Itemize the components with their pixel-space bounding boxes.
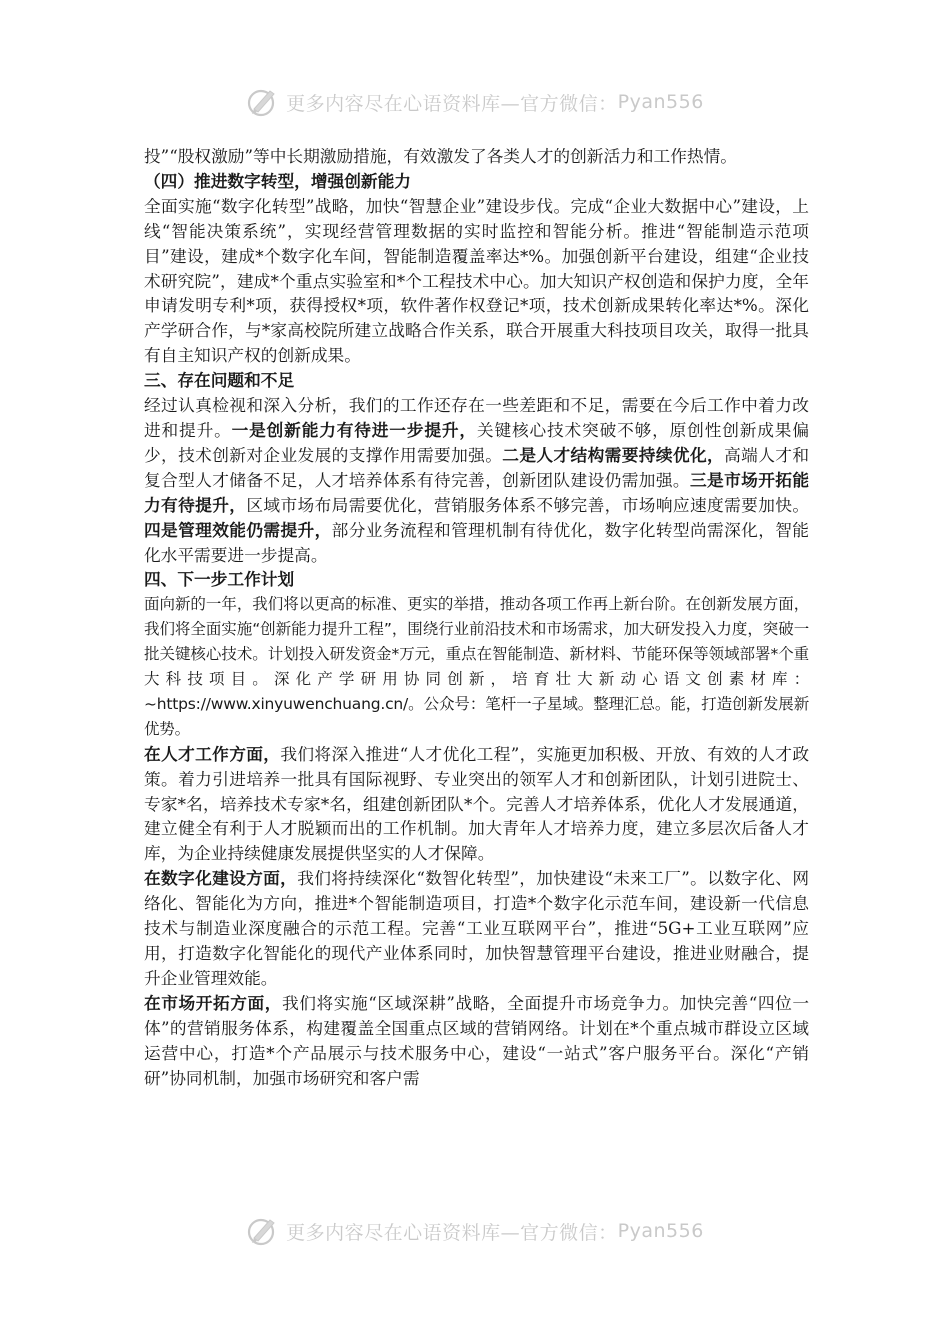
paragraph-digital: 全面实施“数字化转型”战略，加快“智慧企业”建设步伐。完成“企业大数据中心”建设，上线“智能决策系统”，实现经营管理数据的实时监控和智能分析。推进“智能制造示范项目”建设，建成*个数字化车间，智能制造覆盖率达*%。加强创新平台建设，组建“企业技术研究院”，建成*个重点实验室和*个工程技术中心。加大知识产权创造和保护力度，全年申请发明专利*项，获得授权*项，软件著作权登记*项，技术创新成果转化率达*%。深化产学研合作，与*家高校院所建立战略合作关系，联合开展重大科技项目攻关，取得一批具有自主知识产权的创新成果。 bbox=[144, 195, 809, 366]
plan-url: ~https://www.xinyuwenchuang.cn/ bbox=[144, 694, 409, 713]
problem-1-lead: 一是创新能力有待进一步提升， bbox=[231, 419, 477, 440]
paragraph-plan bbox=[144, 592, 809, 741]
section-heading-problems: 三、存在问题和不足 bbox=[144, 370, 295, 391]
watermark-brand-text: 更多内容尽在心语资料库—官方微信： bbox=[286, 92, 618, 115]
pen-logo-icon bbox=[246, 85, 280, 119]
problem-3-lead: 三是市场开拓能力有待提升， bbox=[144, 469, 810, 515]
watermark-brand-text: 更多内容尽在心语资料库—官方微信： bbox=[286, 1221, 618, 1244]
plan-text-1: 面向新的一年，我们将以更高的标准、更实的举措，推动各项工作再上新台阶。在创新发展方面，我们将全面实施“创新能力提升工程”，围绕行业前沿技术和市场需求，加大研发投入力度，突破一批关键核心技术。计划投入研发资金*万元，重点在智能制造、新材料、节能环保等领域部署*个重大科技项目。深化产学研用协同创新，培育壮大新动心语文创素材库： bbox=[144, 595, 809, 689]
talent-lead: 在人才工作方面， bbox=[144, 743, 281, 764]
problem-2-lead: 二是人才结构需要持续优化， bbox=[502, 444, 725, 465]
watermark-banner-top bbox=[0, 82, 950, 122]
paragraph-incentives-end: 投”“股权激励”等中长期激励措施，有效激发了各类人才的创新活力和工作热情。 bbox=[144, 146, 737, 166]
problem-2-text: 高端人才和复合型人才储备不足，人才培养体系有待完善，创新团队建设仍需加强。 bbox=[144, 444, 810, 490]
paragraph-talent bbox=[144, 742, 809, 867]
problem-4-lead: 四是管理效能仍需提升， bbox=[144, 519, 332, 540]
market-lead: 在市场开拓方面， bbox=[144, 992, 283, 1013]
paragraph-digital-plan bbox=[144, 866, 809, 991]
watermark-banner-bottom bbox=[0, 1211, 950, 1251]
problem-4-text: 部分业务流程和管理机制有待优化，数字化转型尚需深化，智能化水平需要进一步提高。 bbox=[144, 519, 809, 565]
section-heading-plan: 四、下一步工作计划 bbox=[144, 569, 295, 590]
paragraph-problems bbox=[144, 393, 809, 567]
paragraph-market bbox=[144, 991, 809, 1091]
section-heading-digital: （四）推进数字转型，增强创新能力 bbox=[144, 170, 411, 191]
plan-text-2: 。公众号：笔杆一子星域。整理汇总。能，打造创新发展新优势。 bbox=[144, 694, 809, 738]
pen-logo-icon bbox=[246, 1214, 280, 1248]
market-text: 我们将实施“区域深耕”战略，全面提升市场竞争力。加快完善“四位一体”的营销服务体系，构建覆盖全国重点区域的营销网络。计划在*个重点城市群设立区域运营中心，打造*个产品展示与技术服务中心，建设“一站式”客户服务平台。深化“产销研”协同机制，加强市场研究和客户需 bbox=[144, 992, 810, 1088]
problem-1-text: 关键核心技术突破不够，原创性创新成果偏少，技术创新对企业发展的支撑作用需要加强。 bbox=[144, 419, 810, 465]
document-body bbox=[144, 144, 809, 1090]
problem-3-text: 区域市场布局需要优化，营销服务体系不够完善，市场响应速度需要加快。 bbox=[246, 494, 810, 515]
digital-plan-lead: 在数字化建设方面， bbox=[144, 868, 298, 889]
problems-intro: 经过认真检视和深入分析，我们的工作还存在一些差距和不足，需要在今后工作中着力改进和提升。 bbox=[144, 395, 809, 440]
digital-plan-text: 我们将持续深化“数智化转型”，加快建设“未来工厂”。以数字化、网络化、智能化为方向，推进*个智能制造项目，打造*个数字化示范车间，建设新一代信息技术与制造业深度融合的示范工程。完善“工业互联网平台”，推进“5G+工业互联网”应用，打造数字化智能化的现代产业体系同时，加快智慧管理平台建设，推进业财融合，提升企业管理效能。 bbox=[144, 868, 810, 988]
talent-text: 我们将深入推进“人才优化工程”，实施更加积极、开放、有效的人才政策。着力引进培养一批具有国际视野、专业突出的领军人才和创新团队，计划引进院士、专家*名，培养技术专家*名，组建创新团队*个。完善人才培养体系，优化人才发展通道，建立健全有利于人才脱颖而出的工作机制。加大青年人才培养力度，建立多层次后备人才库，为企业持续健康发展提供坚实的人才保障。 bbox=[144, 743, 810, 864]
watermark-wechat-id: Pyan556 bbox=[617, 91, 704, 113]
watermark-wechat-id: Pyan556 bbox=[617, 1220, 704, 1242]
